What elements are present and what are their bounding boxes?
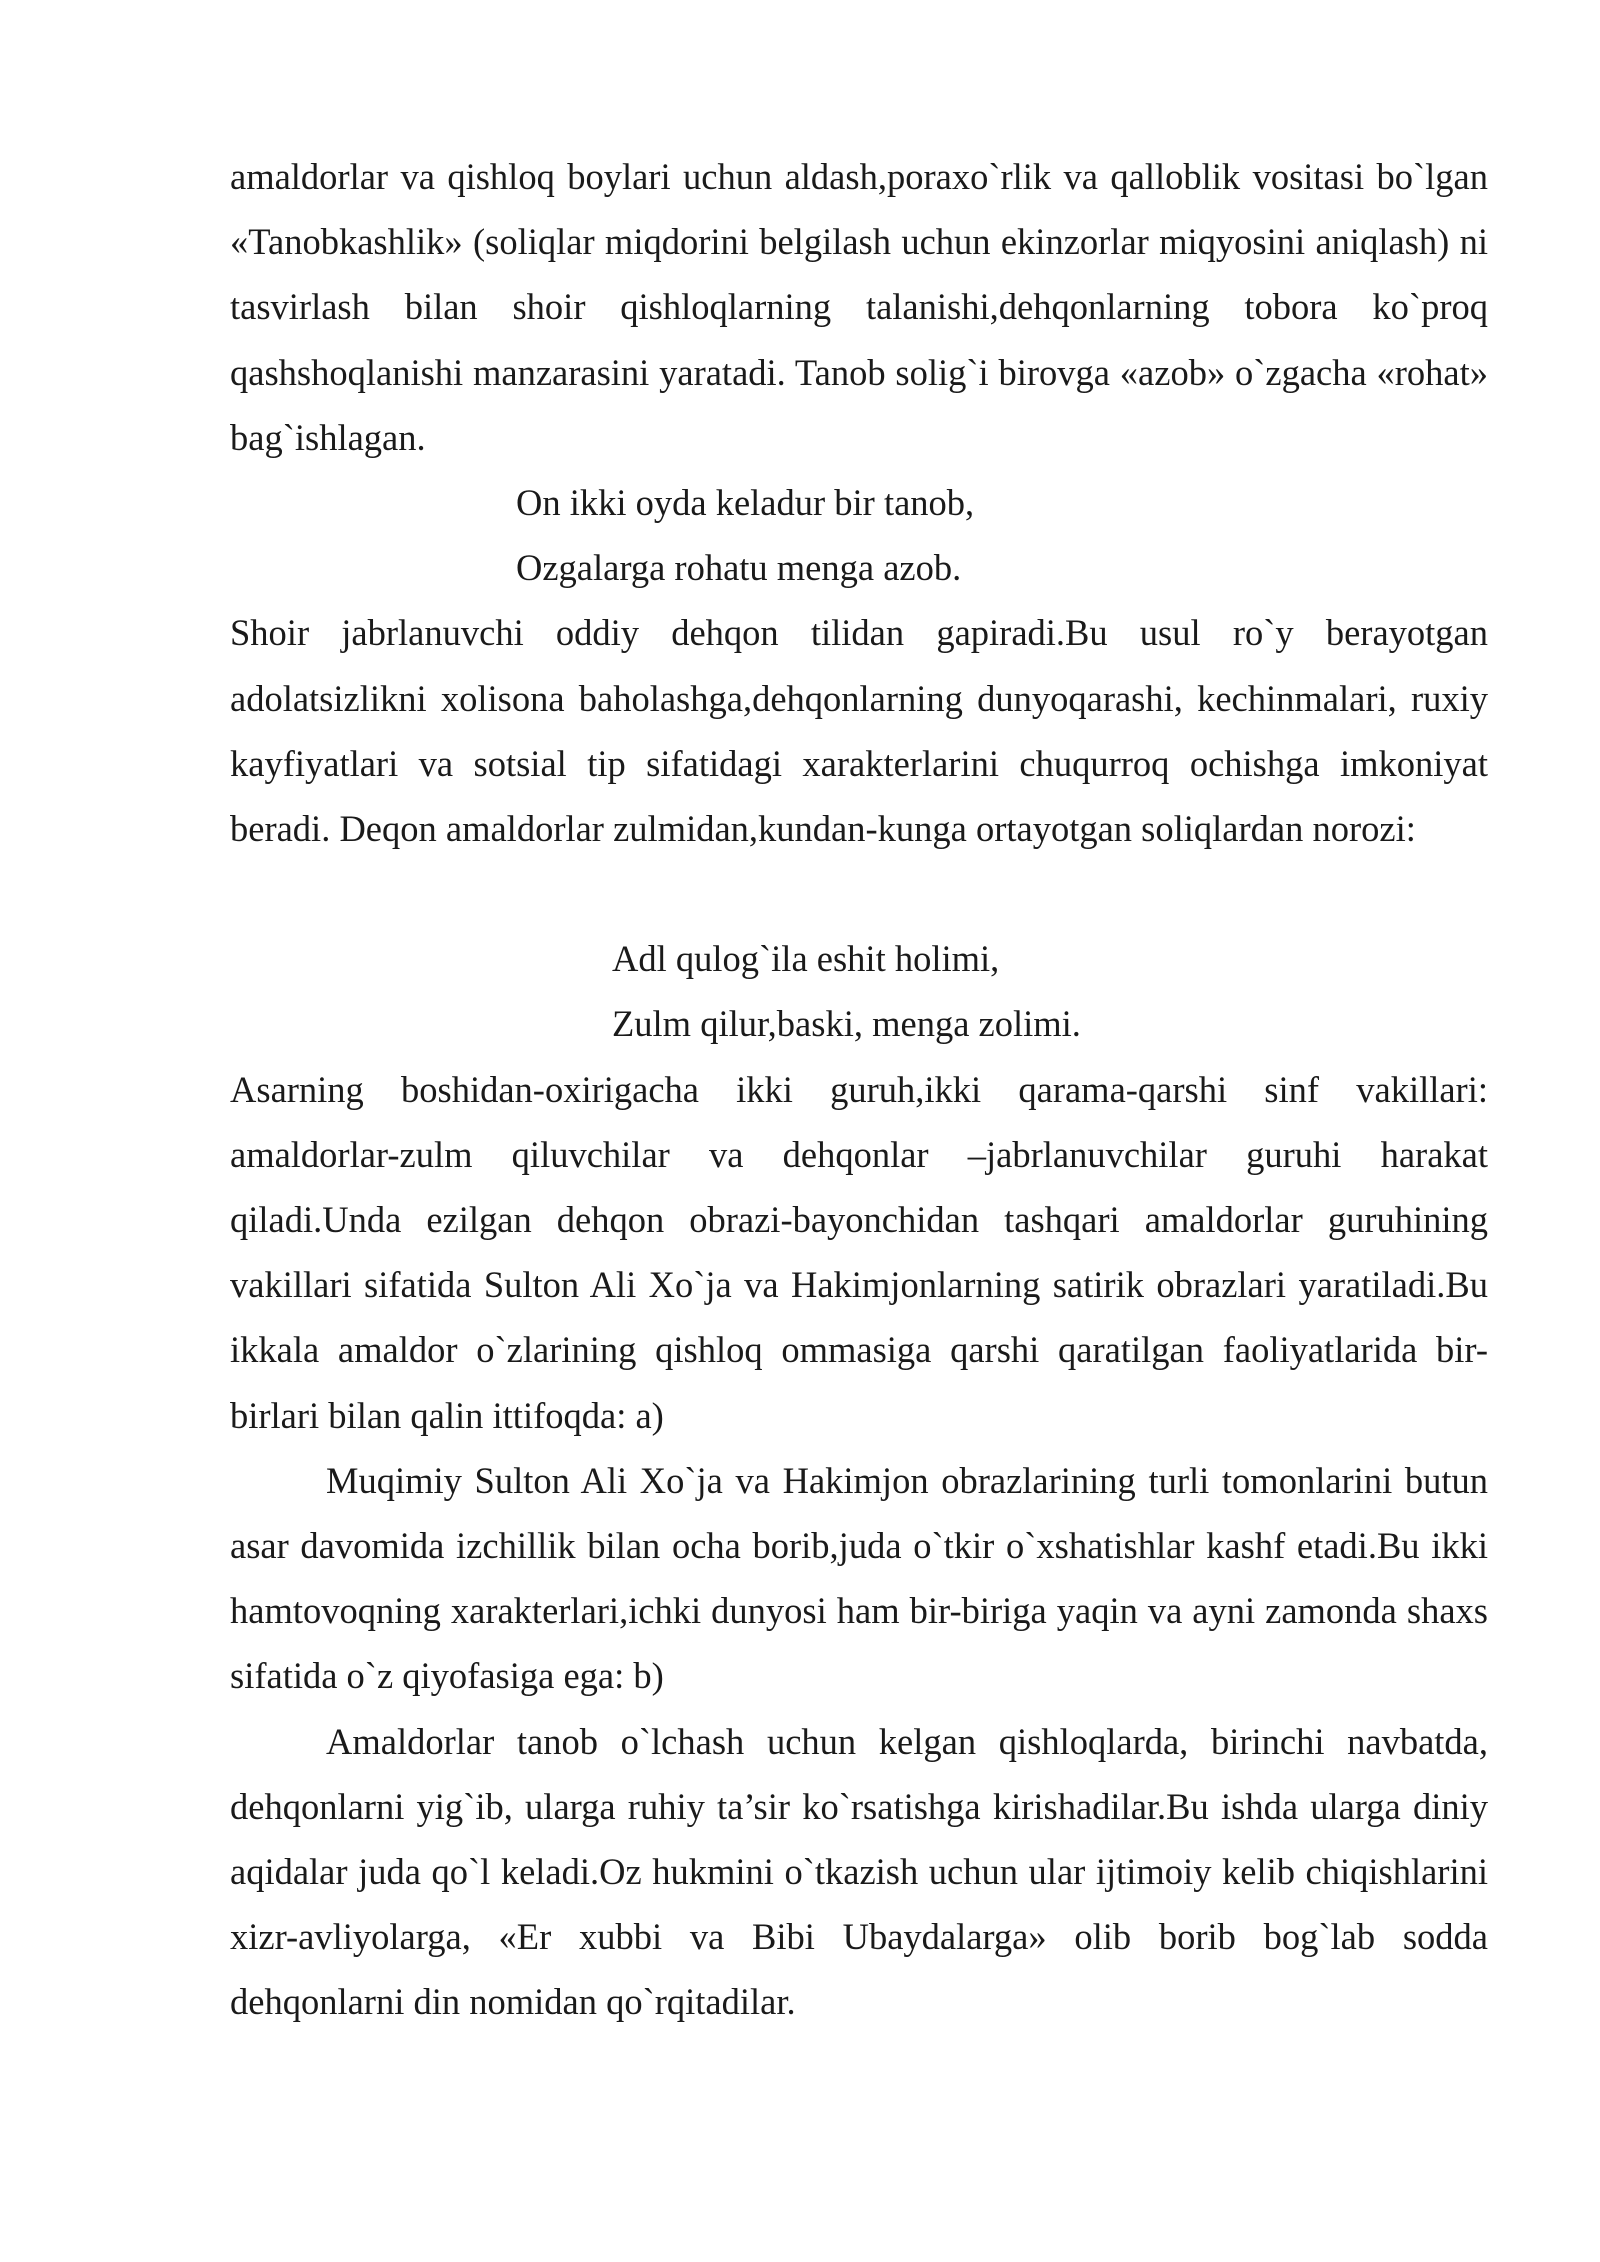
blank-line <box>230 861 1488 926</box>
verse-block-2 <box>230 926 1488 1056</box>
verse-line: Adl qulog`ila eshit holimi, <box>612 938 1000 980</box>
paragraph-5: Amaldorlar tanob o`lchash uchun kelgan qishloqlarda, birinchi navbatda, dehqonlarni yig`ib, ularga ruhiy ta’sir ko`rsatishga kirishadilar.Bu ishda ularga diniy aqidalar juda qo`l keladi.Oz hukmini o`tkazish uchun ular ijtimoiy kelib chiqishlarini xizr-avliyolarga, «Er xubbi va Bibi Ubaydalarga» olib borib bog`lab sodda dehqonlarni din nomidan qo`rqitadilar. <box>230 1720 1488 2023</box>
paragraph-3: Asarning boshidan-oxirigacha ikki guruh,ikki qarama-qarshi sinf vakillari: amaldorlar-zulm qiluvchilar va dehqonlar –jabrlanuvchilar guruhi harakat qiladi.Unda ezilgan dehqon obrazi-bayonchidan tashqari amaldorlar guruhining vakillari sifatida Sulton Ali Xo`ja va Hakimjonlarning satirik obrazlari yaratiladi.Bu ikkala amaldor o`zlarining qishloq ommasiga qarshi qaratilgan faoliyatlarida bir-birlari bilan qalin ittifoqda: a) <box>230 1068 1488 1436</box>
verse-block-1 <box>230 470 1488 600</box>
verse-line: Ozgalarga rohatu menga azob. <box>516 547 962 589</box>
verse-line: Zulm qilur,baski, menga zolimi. <box>612 1003 1081 1045</box>
paragraph-2: Shoir jabrlanuvchi oddiy dehqon tilidan gapiradi.Bu usul ro`y berayotgan adolatsizlikni xolisona baholashga,dehqonlarning dunyoqarashi, kechinmalari, ruxiy kayfiyatlari va sotsial tip sifatidagi xarakterlarini chuqurroq ochishga imkoniyat beradi. Deqon amaldorlar zulmidan,kundan-kunga ortayotgan soliqlardan norozi: <box>230 612 1488 850</box>
document-page <box>230 144 1488 2035</box>
paragraph-4: Muqimiy Sulton Ali Xo`ja va Hakimjon obrazlarining turli tomonlarini butun asar davomida izchillik bilan ocha borib,juda o`tkir o`xshatishlar kashf etadi.Bu ikki hamtovoqning xarakterlari,ichki dunyosi ham bir-biriga yaqin va ayni zamonda shaxs sifatida o`z qiyofasiga ega: b) <box>230 1459 1488 1697</box>
paragraph-1: amaldorlar va qishloq boylari uchun aldash,poraxo`rlik va qalloblik vositasi bo`lgan «Tanobkashlik» (soliqlar miqdorini belgilash uchun ekinzorlar miqyosini aniqlash) ni tasvirlash bilan shoir qishloqlarning talanishi,dehqonlarning tobora ko`proq qashshoqlanishi manzarasini yaratadi. Tanob solig`i birovga «azob» o`zgacha «rohat» bag`ishlagan. <box>230 156 1488 458</box>
verse-line: On ikki oyda keladur bir tanob, <box>516 482 975 524</box>
